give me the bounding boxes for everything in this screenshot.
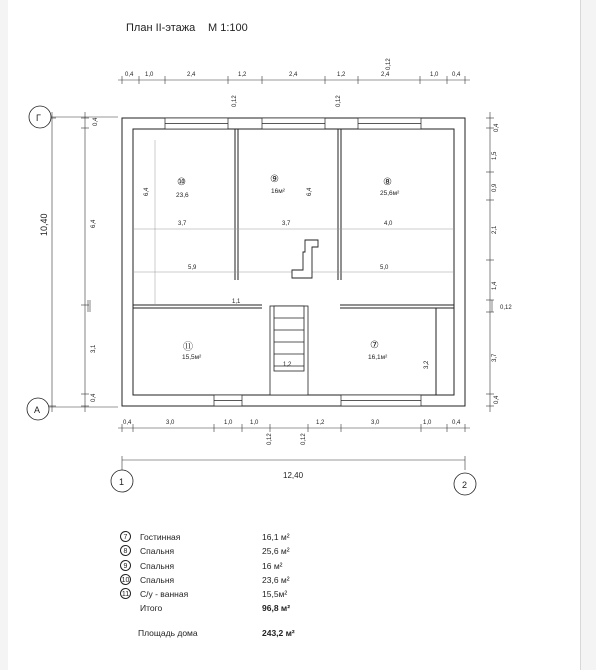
top-dim-7: 2,4 [381, 72, 390, 78]
dim-5-0: 5,0 [380, 265, 389, 271]
legend-row [120, 588, 320, 602]
right-dim-3: 0,9 [492, 183, 498, 192]
dim-room9-height: 6,4 [307, 187, 313, 196]
top-dim-8: 1,0 [430, 72, 439, 78]
legend-total-row [120, 602, 320, 616]
legend-number: 8 [120, 545, 131, 556]
room-8-area: 25,6м² [380, 190, 400, 197]
left-dimension-chain [48, 112, 90, 412]
legend-name: С/у - ванная [140, 589, 189, 600]
windows-bottom [214, 395, 421, 406]
top-small-dim-3: 0,12 [336, 95, 342, 107]
plan-title: План II-этажа [126, 22, 196, 34]
room-10-area: 23,6 [176, 192, 189, 199]
right-dim-8: 0,4 [494, 395, 500, 404]
total-label: Итого [140, 603, 163, 614]
room-11 [182, 341, 202, 361]
axis-a-marker [27, 398, 118, 420]
right-dim-6: 0,12 [500, 305, 512, 311]
room-9-area: 16м² [271, 188, 285, 195]
axis-a-label: А [34, 405, 41, 415]
legend-name: Спальня [140, 560, 175, 571]
bottom-small-dim-1: 0,12 [267, 433, 273, 445]
room-10-number: ⑩ [177, 177, 186, 188]
axis-1-label: 1 [119, 477, 125, 487]
right-dim-2: 1,5 [492, 151, 498, 160]
legend-area: 16 м² [262, 560, 283, 571]
bottom-dim-2: 3,0 [166, 420, 175, 426]
axis-2-label: 2 [462, 480, 468, 490]
legend-area: 25,6 м² [262, 546, 290, 557]
bottom-dim-4: 1,0 [250, 420, 259, 426]
overall-width-line [122, 456, 465, 470]
legend-number: 7 [120, 531, 131, 542]
legend-row [120, 531, 320, 545]
left-dim-4: 0,4 [91, 393, 97, 402]
dim-room7-height: 3,2 [424, 360, 430, 369]
overall-width: 12,40 [283, 471, 304, 480]
bottom-small-dim-2: 0,12 [301, 433, 307, 445]
total-value: 96,8 м² [262, 603, 291, 614]
top-small-dim-1: 0,12 [386, 58, 392, 70]
bottom-dim-7: 1,0 [423, 420, 432, 426]
legend-area: 16,1 м² [262, 532, 290, 542]
legend-row [120, 545, 320, 559]
dim-small: 1,1 [232, 299, 241, 305]
legend-name: Спальня [140, 546, 175, 557]
room-9-number: ⑨ [270, 174, 279, 185]
house-area-value: 243,2 м² [262, 628, 295, 638]
legend-area: 23,6 м² [262, 574, 290, 585]
bottom-dim-1: 0,4 [123, 420, 132, 426]
dim-stair-width: 1,2 [283, 362, 292, 368]
dim-room10-height: 6,4 [144, 187, 150, 196]
house-area-label: Площадь дома [138, 628, 198, 638]
top-dim-3: 2,4 [187, 72, 196, 78]
right-dim-4: 2,1 [492, 225, 498, 234]
dim-w-mid: 3,7 [282, 221, 291, 227]
bottom-dim-6: 3,0 [371, 420, 380, 426]
room-11-number: ⑪ [183, 342, 193, 353]
room-11-area: 15,5м² [182, 354, 202, 361]
legend-number: 9 [120, 560, 131, 571]
room-7-area: 16,1м² [368, 354, 388, 361]
left-dim-2: 6,4 [91, 219, 97, 228]
legend-name: Спальня [140, 574, 175, 585]
plan-scale: М 1:100 [208, 22, 248, 34]
legend-row [120, 560, 320, 574]
axis-g-label: Г [36, 113, 41, 123]
room-legend [120, 531, 320, 617]
top-dim-4: 1,2 [238, 72, 247, 78]
dim-5-9: 5,9 [188, 265, 197, 271]
axis-g-marker [29, 106, 118, 128]
top-small-dim-2: 0,12 [232, 95, 238, 107]
top-dim-6: 1,2 [337, 72, 346, 78]
legend-area: 15,5м² [262, 589, 288, 600]
legend-row [120, 574, 320, 588]
legend-number: 10 [120, 574, 131, 585]
dim-w-left: 3,7 [178, 221, 187, 227]
top-dim-2: 1,0 [145, 72, 154, 78]
room-10 [176, 177, 189, 199]
staircase [270, 306, 308, 395]
room-7 [368, 340, 388, 361]
overall-height: 10,40 [39, 213, 49, 236]
right-dim-1: 0,4 [494, 123, 500, 132]
left-dim-1: 0,4 [93, 117, 99, 126]
room-8-number: ⑧ [383, 177, 392, 188]
top-dim-5: 2,4 [289, 72, 298, 78]
right-dim-5: 1,4 [492, 281, 498, 290]
room-9 [270, 174, 286, 195]
top-dim-9: 0,4 [452, 72, 461, 78]
dim-w-right: 4,0 [384, 221, 393, 227]
windows-top [165, 118, 421, 129]
room-8 [380, 177, 400, 197]
legend-name: Гостинная [140, 532, 181, 542]
room-7-number: ⑦ [370, 340, 379, 351]
bottom-dim-5: 1,2 [316, 420, 325, 426]
left-dim-3: 3,1 [91, 344, 97, 353]
bottom-dim-8: 0,4 [452, 420, 461, 426]
top-dim-1: 0,4 [125, 72, 134, 78]
right-dim-7: 3,7 [492, 353, 498, 362]
chimney [292, 240, 318, 278]
legend-number: 11 [120, 588, 131, 599]
bottom-dim-3: 1,0 [224, 420, 233, 426]
